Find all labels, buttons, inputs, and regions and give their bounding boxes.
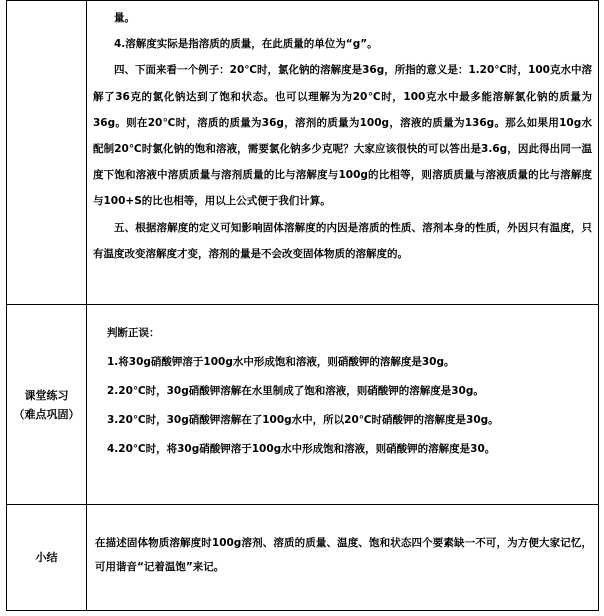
section-label-empty <box>7 1 87 305</box>
label-line: 课堂练习 <box>24 388 69 402</box>
table-row <box>7 1 599 305</box>
paragraph: 4.溶解度实际是指溶质的质量，在此质量的单位为“g”。 <box>114 38 378 51</box>
section-label-summary: 小结 <box>7 505 87 611</box>
section-content <box>87 305 599 505</box>
exercise-heading: 判断正误： <box>107 327 160 339</box>
lesson-plan-table <box>6 0 599 611</box>
summary-text: 在描述固体物质溶解度时100g溶剂、溶质的质量、温度、饱和状态四个要素缺一不可，为方便大家记忆，可用谐音“记着温饱”来记。 <box>95 537 592 573</box>
paragraph: 四、下面来看一个例子：20℃时，氯化钠的溶解度是36g，所指的意义是：1.20℃时，100克水中溶解了36克的氯化钠达到了饱和状态。也可以理解为为20℃时，100克水中最多能溶解氯化钠的质量为36g。则在20℃时，溶质的质量为36g，溶剂的质量为100g，溶液的质量为136g。那么如果用10g水配制20℃时氯化钠的饱和溶液，需要氯化钠多少克呢？大家应该很快的可以答出是3.6g，因此得出同一温度下饱和溶液中溶质质量与溶剂质量的比与溶解度与100g的比相等，则溶质质量与溶液质量的比与溶解度与100+S的比也相等，用以上公式便于我们计算。 <box>93 64 592 208</box>
exercise-item: 2.20℃时，30g硝酸钾溶解在水里制成了饱和溶液，则硝酸钾的溶解度是30g。 <box>107 385 484 397</box>
exercise-item: 1.将30g硝酸钾溶于100g水中形成饱和溶液，则硝酸钾的溶解度是30g。 <box>107 356 455 368</box>
table-row <box>7 505 599 611</box>
paragraph: 五、根据溶解度的定义可知影响固体溶解度的内因是溶质的性质、溶剂本身的性质，外因只有温度，只有温度改变溶解度才变，溶剂的量是不会改变固体物质的溶解度的。 <box>93 221 592 260</box>
section-label-practice <box>7 305 87 505</box>
exercise-item: 4.20℃时，将30g硝酸钾溶于100g水中形成饱和溶液，则硝酸钾的溶解度是30。 <box>107 443 496 455</box>
section-content <box>87 1 599 305</box>
exercise-item: 3.20℃时，30g硝酸钾溶解在了100g水中，所以20℃时硝酸钾的溶解度是30g。 <box>107 414 499 426</box>
table-row <box>7 305 599 505</box>
section-content <box>87 505 599 611</box>
label-line: （难点巩固） <box>13 407 80 421</box>
paragraph: 量。 <box>114 12 135 24</box>
